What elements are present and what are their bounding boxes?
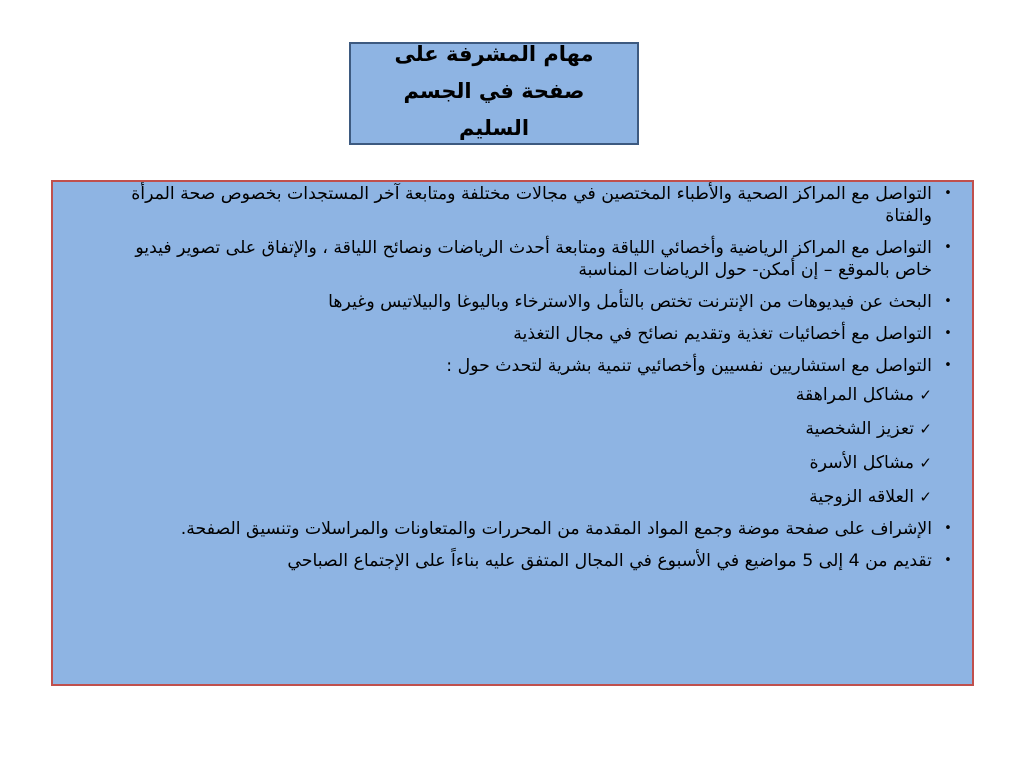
bullet-icon: • <box>944 553 952 568</box>
bullet-icon: • <box>944 521 952 536</box>
sub-list <box>113 384 932 508</box>
bullet-icon: • <box>944 358 952 373</box>
list-item <box>113 550 962 572</box>
list-item-text: البحث عن فيديوهات من الإنترنت تختص بالتأمل والاسترخاء وباليوغا والبيلاتيس وغيرها <box>328 292 932 312</box>
bullet-icon: • <box>944 294 952 309</box>
content-box <box>51 180 974 686</box>
sub-list-item <box>113 384 932 406</box>
list-item-text: التواصل مع أخصائيات تغذية وتقديم نصائح في مجال التغذية <box>513 324 932 344</box>
list-item <box>113 237 962 281</box>
list-item <box>113 183 962 227</box>
sub-list-item-text: العلاقه الزوجية <box>809 487 914 507</box>
bullet-icon: • <box>944 326 952 341</box>
list-item-text: الإشراف على صفحة موضة وجمع المواد المقدمة من المحررات والمتعاونات والمراسلات وتنسيق الصفحة. <box>180 519 932 539</box>
list-item <box>113 291 962 313</box>
list-item <box>113 323 962 345</box>
check-icon: ✓ <box>919 386 932 404</box>
bullet-icon: • <box>944 240 952 255</box>
sub-list-item-text: تعزيز الشخصية <box>805 419 914 439</box>
bullet-list <box>113 183 962 582</box>
list-item-text: التواصل مع المراكز الرياضية وأخصائي اللياقة ومتابعة أحدث الرياضات ونصائح اللياقة ، والإتفاق على تصوير فيديو خاص بالموقع – إن أمكن- حول الرياضات المناسبة <box>135 238 932 280</box>
list-item-text: التواصل مع المراكز الصحية والأطباء المختصين في مجالات مختلفة ومتابعة آخر المستجدات بخصوص صحة المرأة والفتاة <box>131 184 932 226</box>
check-icon: ✓ <box>919 454 932 472</box>
list-item-text: التواصل مع استشاريين نفسيين وأخصائيي تنمية بشرية لتحدث حول : <box>446 356 932 376</box>
title-box <box>349 42 639 145</box>
check-icon: ✓ <box>919 488 932 506</box>
sub-list-item <box>113 486 932 508</box>
sub-list-item <box>113 418 932 440</box>
list-item <box>113 518 962 540</box>
sub-list-item-text: مشاكل المراهقة <box>795 385 914 405</box>
check-icon: ✓ <box>919 420 932 438</box>
sub-list-item-text: مشاكل الأسرة <box>809 453 914 473</box>
list-item-text: تقديم من 4 إلى 5 مواضيع في الأسبوع في المجال المتفق عليه بناءاً على الإجتماع الصباحي <box>287 551 932 571</box>
slide-title: مهام المشرفة على صفحة في الجسم السليم <box>394 42 594 140</box>
bullet-icon: • <box>944 186 952 201</box>
list-item <box>113 355 962 508</box>
sub-list-item <box>113 452 932 474</box>
